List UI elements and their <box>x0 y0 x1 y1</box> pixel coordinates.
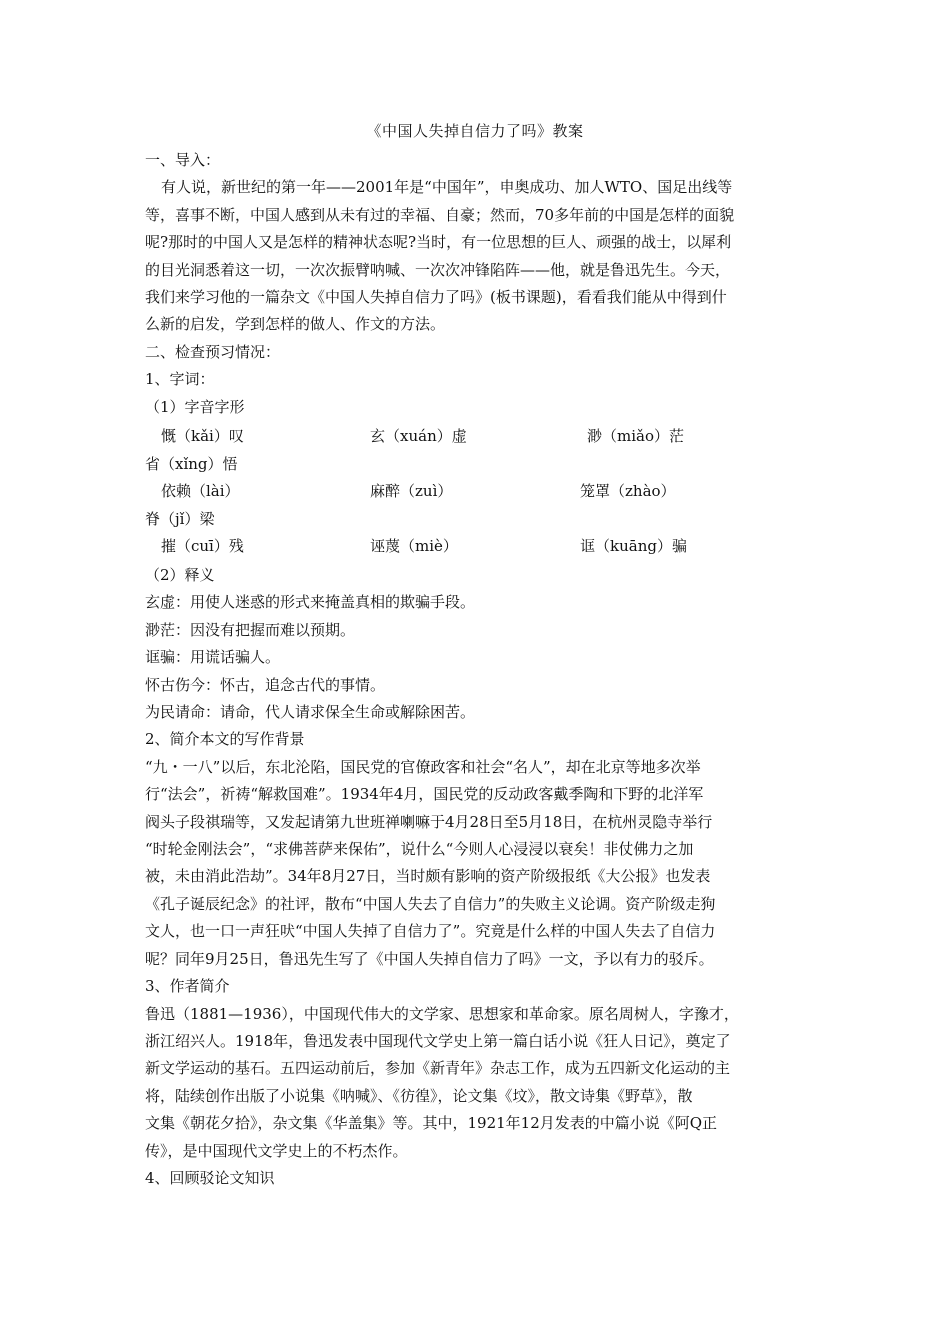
vocab-item: 麻醉（zuì） <box>370 482 453 500</box>
paragraph-line: 《孔子诞辰纪念》的社评，散布“中国人失去了自信力”的失败主义论调。资产阶级走狗 <box>145 894 716 913</box>
section-heading: 一、导入： <box>145 151 221 169</box>
paragraph-line: 我们来学习他的一篇杂文《中国人失掉自信力了吗》(板书课题)，看看我们能从中得到什 <box>145 288 727 307</box>
vocab-item: 摧（cuī）残 <box>161 537 244 555</box>
vocab-item: 玄（xuán）虚 <box>370 427 467 445</box>
vocab-item: 脊（jǐ）梁 <box>145 510 215 528</box>
vocab-row <box>145 453 805 480</box>
vocab-row <box>145 480 805 507</box>
paragraph-line: 将，陆续创作出版了小说集《呐喊》、《彷徨》，论文集《坟》，散文诗集《野草》，散 <box>145 1086 693 1105</box>
paragraph-line: 行“法会”，祈祷“解救国难”。1934年4月，国民党的反动政客戴季陶和下野的北洋军 <box>145 785 704 804</box>
vocab-item: 渺（miǎo）茫 <box>587 427 684 445</box>
paragraph-line: “九・一八”以后，东北沦陷，国民党的官僚政客和社会“名人”，却在北京等地多次举 <box>145 757 701 776</box>
paragraph-line: 阀头子段祺瑞等，又发起请第九世班禅喇嘛于4月28日至5月18日，在杭州灵隐寺举行 <box>145 812 713 831</box>
vocab-row <box>145 508 805 535</box>
vocab-row <box>145 535 805 562</box>
paragraph-line: “时轮金刚法会”，“求佛菩萨来保佑”，说什么“今则人心浸浸以衰矣！非仗佛力之加 <box>145 840 694 859</box>
paragraph-line: 呢？同年9月25日，鲁迅先生写了《中国人失掉自信力了吗》一文，予以有力的驳斥。 <box>145 949 714 968</box>
definition-line: 怀古伤今：怀古，追念古代的事情。 <box>145 675 386 694</box>
vocab-item: 笼罩（zhào） <box>580 482 676 500</box>
vocab-item: 依赖（lài） <box>161 482 240 500</box>
section-intro <box>145 147 805 421</box>
vocab-item: 省（xǐng）悟 <box>145 455 238 473</box>
subsection-heading: 4、回顾驳论文知识 <box>145 1168 275 1187</box>
section-heading: 二、检查预习情况： <box>145 342 281 361</box>
vocab-item: 慨（kǎi）叹 <box>161 427 244 445</box>
subsection-heading: 1、字词： <box>145 370 215 389</box>
paragraph-line: 有人说，新世纪的第一年——2001年是“中国年”，申奥成功、加人WTO、国足出线等 <box>161 178 733 197</box>
paragraph-line: 么新的启发，学到怎样的做人、作文的方法。 <box>145 315 446 334</box>
paragraph-line: 呢?那时的中国人又是怎样的精神状态呢?当时，有一位思想的巨人、顽强的战士，以犀利 <box>145 233 732 252</box>
subsection-heading: （1）字音字形 <box>145 397 245 416</box>
paragraph-line: 鲁迅（1881—1936），中国现代伟大的文学家、思想家和革命家。原名周树人，字豫才， <box>145 1004 739 1023</box>
paragraph-line: 传》，是中国现代文学史上的不朽杰作。 <box>145 1141 408 1160</box>
paragraph-line: 被，未由消此浩劫”。34年8月27日，当时颇有影响的资产阶级报纸《大公报》也发表 <box>145 867 711 886</box>
subsection-heading: （2）释义 <box>145 566 215 584</box>
definition-line: 为民请命：请命，代人请求保全生命或解除困苦。 <box>145 703 476 722</box>
subsection-heading: 3、作者简介 <box>145 977 230 996</box>
vocab-item: 诓（kuāng）骗 <box>580 537 687 555</box>
paragraph-line: 文人，也一口一声狂吠“中国人失掉了自信力了”。究竟是什么样的中国人失去了自信力 <box>145 922 716 941</box>
paragraph-line: 新文学运动的基石。五四运动前后，参加《新青年》杂志工作，成为五四新文化运动的主 <box>145 1059 731 1078</box>
paragraph-line: 的目光洞悉着这一切，一次次振臂呐喊、一次次冲锋陷阵——他，就是鲁迅先生。今天， <box>145 260 731 279</box>
definition-line: 玄虚：用使人迷惑的形式来掩盖真相的欺骗手段。 <box>145 593 476 612</box>
definition-line: 诓骗：用谎话骗人。 <box>145 648 281 667</box>
vocab-item: 诬蔑（miè） <box>370 537 458 555</box>
document-title: 《中国人失掉自信力了吗》教案 <box>366 122 584 140</box>
paragraph-line: 文集《朝花夕拾》，杂文集《华盖集》等。其中，1921年12月发表的中篇小说《阿Q正 <box>145 1114 718 1133</box>
subsection-heading: 2、简介本文的写作背景 <box>145 730 305 749</box>
paragraph-line: 等，喜事不断，中国人感到从未有过的幸福、自豪；然而，70多年前的中国是怎样的面貌 <box>145 205 735 224</box>
vocab-row <box>145 425 805 452</box>
paragraph-line: 浙江绍兴人。1918年，鲁迅发表中国现代文学史上第一篇白话小说《狂人日记》，奠定了 <box>145 1031 731 1050</box>
definition-line: 渺茫：因没有把握而难以预期。 <box>145 620 356 639</box>
section-preview <box>145 562 805 1192</box>
